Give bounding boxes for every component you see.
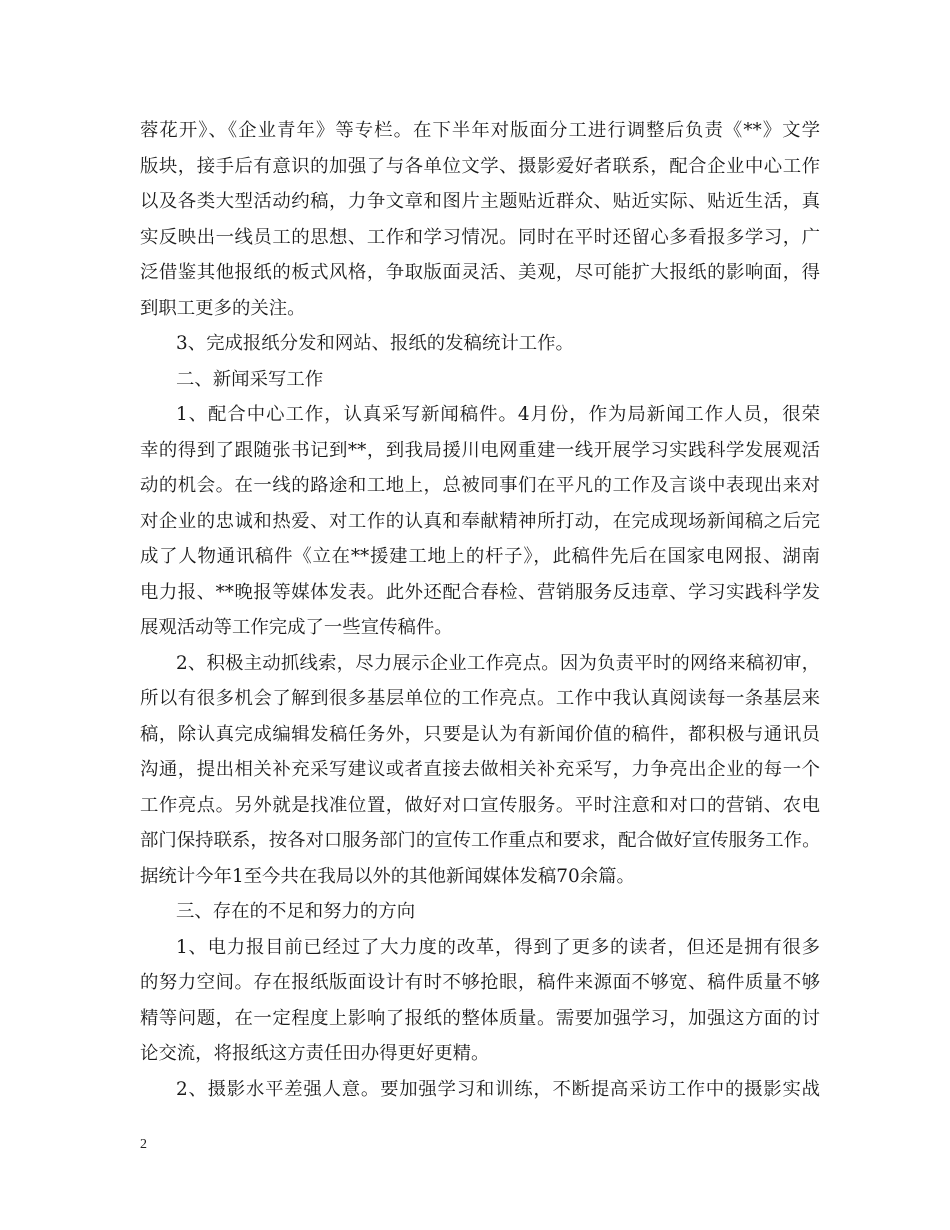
body-line: 稿，除认真完成编辑发稿任务外，只要是认为有新闻价值的稿件，都积极与通讯员 [140,723,820,745]
body-line: 蓉花开》、《企业青年》等专栏。在下半年对版面分工进行调整后负责《**》文学 [140,120,820,141]
page-number: 2 [140,1137,147,1152]
paragraph-last-line: 据统计今年1至今共在我局以外的其他新闻媒体发稿70余篇。 [140,865,635,887]
body-line: 的努力空间。存在报纸版面设计有时不够抢眼，稿件来源面不够宽、稿件质量不够 [140,972,820,993]
body-line: 对企业的忠诚和热爱、对工作的认真和奉献精神所打动，在完成现场新闻稿之后完 [140,510,820,532]
document-body [140,113,820,1107]
body-line: 工作亮点。另外就是找准位置，做好对口宣传服务。平时注意和对口的营销、农电 [140,794,820,816]
paragraph-last-line: 展观活动等工作完成了一些宣传稿件。 [140,617,453,638]
paragraph-first-line: 1、配合中心工作，认真采写新闻稿件。4月份，作为局新闻工作人员，很荣 [176,404,820,425]
body-line: 精等问题，在一定程度上影响了报纸的整体质量。需要加强学习，加强这方面的讨 [140,1007,820,1029]
body-line: 电力报、**晚报等媒体发表。此外还配合春检、营销服务反违章、学习实践科学发 [140,581,820,603]
body-line: 部门保持联系，按各对口服务部门的宣传工作重点和要求，配合做好宣传服务工作。 [140,830,821,851]
body-line: 泛借鉴其他报纸的板式风格，争取版面灵活、美观，尽可能扩大报纸的影响面，得 [140,262,820,283]
body-line: 沟通，提出相关补充采写建议或者直接去做相关补充采写，力争亮出企业的每一个 [140,759,820,780]
body-line: 成了人物通讯稿件《立在**援建工地上的杆子》，此稿件先后在国家电网报、湖南 [140,546,820,567]
section-heading: 三、存在的不足和努力的方向 [176,901,416,922]
body-line: 版块，接手后有意识的加强了与各单位文学、摄影爱好者联系，配合企业中心工作 [140,155,820,177]
paragraph-first-line: 2、积极主动抓线索，尽力展示企业工作亮点。因为负责平时的网络来稿初审， [176,652,820,674]
paragraph-last-line: 论交流，将报纸这方责任田办得更好更精。 [140,1043,490,1064]
paragraph-first-line: 1、电力报目前已经过了大力度的改革，得到了更多的读者，但还是拥有很多 [176,936,820,958]
body-line: 所以有很多机会了解到很多基层单位的工作亮点。工作中我认真阅读每一条基层来 [140,688,820,709]
section-heading: 二、新闻采写工作 [176,368,324,390]
body-line: 幸的得到了跟随张书记到**，到我局援川电网重建一线开展学习实践科学发展观活 [140,439,820,461]
body-line: 动的机会。在一线的路途和工地上，总被同事们在平凡的工作及言谈中表现出来对 [140,475,820,496]
paragraph-first-line: 2、摄影水平差强人意。要加强学习和训练，不断提高采访工作中的摄影实战 [176,1078,820,1100]
section-heading: 3、完成报纸分发和网站、报纸的发稿统计工作。 [176,333,574,354]
body-line: 以及各类大型活动约稿，力争文章和图片主题贴近群众、贴近实际、贴近生活，真 [140,191,820,212]
paragraph-last-line: 到职工更多的关注。 [140,297,306,319]
body-line: 实反映出一线员工的思想、工作和学习情况。同时在平时还留心多看报多学习，广 [140,226,820,248]
